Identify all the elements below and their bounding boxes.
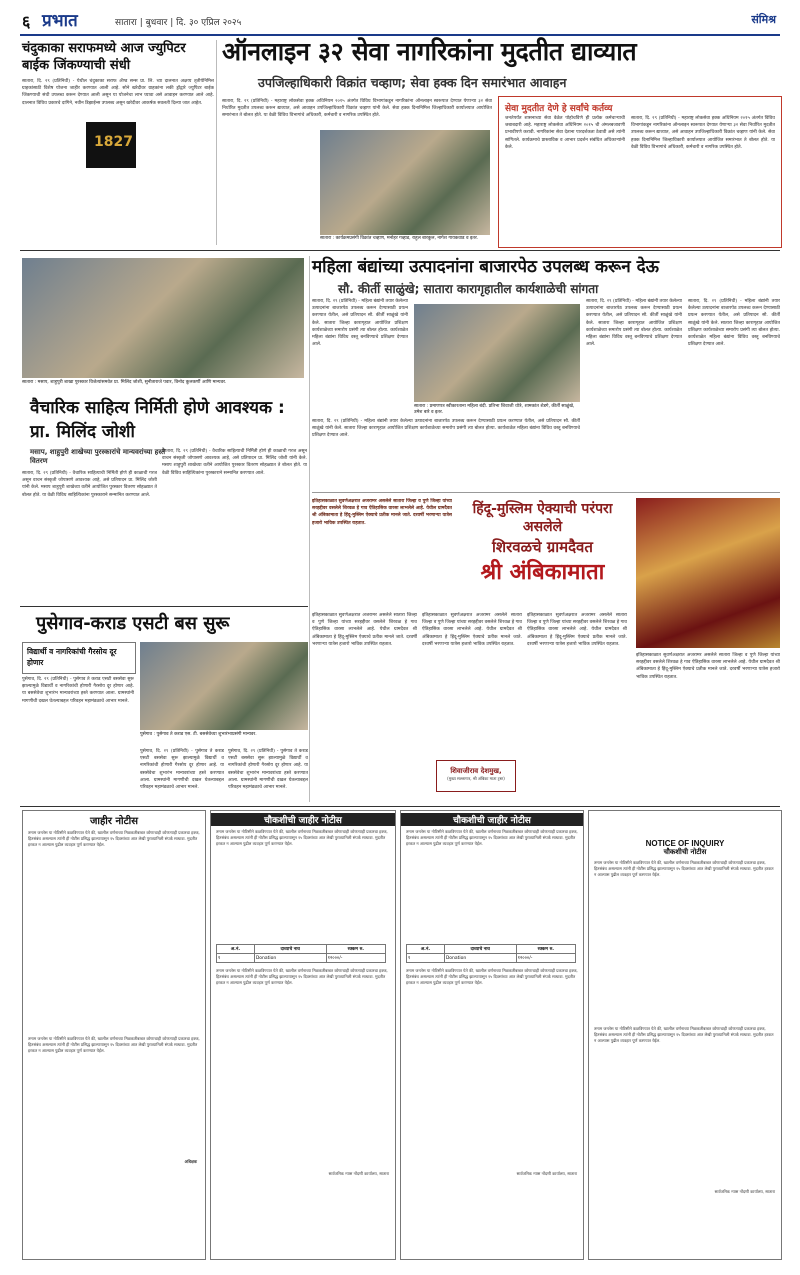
mahila-photo-caption: सातारा : प्रमाणपत्र स्वीकारताना महिला बंदी. प्रतिभा शिवाजी धोत्रे, शामकांत शेडगे, कीर्ती साळुंखे, उमेश बारे व इतर. (414, 404, 575, 415)
notice-4-text-2: तमाम जनतेस या नोटिसीने कळविण्यात येते की, खालील वर्णनाच्या मिळकतीबाबत कोणाचाही कोणत्याही प्रकारचा हक्क, हितसंबंध असल्यास त्यांनी ही नोटीस प्रसिद्ध झाल्यापासून १५ दिवसांच्या आत लेखी पुराव्यानिशी संपर्क साधावा. मुदतीत हरकत न आल्यास पुढील व्यवहार पूर्ण करण्यात येईल. (594, 1026, 774, 1043)
column-divider (216, 40, 217, 245)
seva-event-photo (320, 130, 490, 235)
mahila-event-photo (414, 304, 580, 402)
notice-of-inquiry-4 (588, 810, 782, 1260)
page-number: ६ (22, 12, 31, 31)
notice-3-text-2: तमाम जनतेस या नोटिसीने कळविण्यात येते की, खालील वर्णनाच्या मिळकतीबाबत कोणाचाही कोणत्याही प्रकारचा हक्क, हितसंबंध असल्यास त्यांनी ही नोटीस प्रसिद्ध झाल्यापासून १५ दिवसांच्या आत लेखी पुराव्यानिशी संपर्क साधावा. मुदतीत हरकत न आल्यास पुढील व्यवहार पूर्ण करण्यात येईल. (406, 968, 578, 985)
edition-city: सातारा (115, 18, 137, 28)
table-row (217, 954, 386, 963)
notice-3-title: चौकशीची जाहीर नोटीस (401, 813, 583, 826)
pusegaon-bus-photo (140, 642, 308, 730)
mahila-subheadline: सौ. कीर्ती साळुंखे; सातारा कारागृहातील कार्यशाळेची सांगता (338, 282, 599, 296)
notice-2-text: तमाम जनतेस या नोटिसीने कळविण्यात येते की, खालील वर्णनाच्या मिळकतीबाबत कोणाचाही कोणत्याही प्रकारचा हक्क, हितसंबंध असल्यास त्यांनी ही नोटीस प्रसिद्ध झाल्यापासून १५ दिवसांच्या आत लेखी पुराव्यानिशी संपर्क साधावा. मुदतीत हरकत न आल्यास पुढील व्यवहार पूर्ण करण्यात येईल. (216, 829, 388, 846)
notice-4-text: तमाम जनतेस या नोटिसीने कळविण्यात येते की, खालील वर्णनाच्या मिळकतीबाबत कोणाचाही कोणत्याही प्रकारचा हक्क, हितसंबंध असल्यास त्यांनी ही नोटीस प्रसिद्ध झाल्यापासून १५ दिवसांच्या आत लेखी पुराव्यानिशी संपर्क साधावा. मुदतीत हरकत न आल्यास पुढील व्यवहार पूर्ण करण्यात येईल. (594, 860, 774, 877)
notice-2-table (216, 944, 386, 963)
table-row (407, 954, 576, 963)
shirval-heading: शिरवळचे ग्रामदैवत (492, 538, 593, 556)
seva-box (498, 96, 782, 248)
ambika-intro: इतिहासकाळात सुवर्णअक्षरात अजरामर असलेले सातारा जिल्हा व पुणे जिल्हा यांच्या सरहद्दीवर वसलेले शिरवळ हे गाव ऐतिहासिक वारसा लाभलेले आहे. येथील ग्रामदैवत श्री अंबिकामाता हे हिंदू-मुस्लिम ऐक्याचे प्रतीक मानले जाते. दरवर्षी भरणाऱ्या यात्रेस हजारो भाविक उपस्थित राहतात. (312, 499, 452, 526)
mahila-article-4: सातारा, दि. २९ (प्रतिनिधी) - महिला बंद्यांनी तयार केलेल्या उत्पादनांना बाजारपेठ उपलब्ध करून देण्यासाठी प्रयत्न करण्यात येतील, असे प्रतिपादन सौ. कीर्ती साळुंखे यांनी केले. सातारा जिल्हा कारागृहात आयोजित प्रशिक्षण कार्यशाळेच्या समारोप प्रसंगी त्या बोलत होत्या. कार्यशाळेत महिला बंद्यांना विविध वस्तू बनविण्याचे प्रशिक्षण देण्यात आले. (312, 419, 580, 439)
inquiry-notice-3 (400, 810, 584, 1260)
main-subheadline: उपजिल्हाधिकारी विक्रांत चव्हाण; सेवा हक्क दिन समारंभात आवाहन (258, 75, 567, 90)
notice-2-office: सार्वजनिक न्यास नोंदणी कार्यालय, सातारा (328, 1171, 389, 1176)
section-name: संमिश्र (751, 13, 776, 26)
pusegaon-article-1: पुसेगाव, दि. २९ (प्रतिनिधी) - पुसेगाव ते कराड एसटी बससेवा सुरू झाल्यामुळे विद्यार्थी व नागरिकांची होणारी गैरसोय दूर होणार आहे. या बससेवेचा शुभारंभ मान्यवरांच्या हस्ते करण्यात आला. ग्रामस्थांनी मागणीची दखल घेतल्याबद्दल परिवहन महामंडळाचे आभार मानले. (22, 677, 134, 704)
table-row (407, 945, 576, 954)
masap-photo-caption: सातारा : मसाप, शाहुपुरी शाखा पुरस्कार विजेत्यांसमवेत प्रा. मिलिंद जोशी, सुनीताराजे पवार, विनोद कुलकर्णी आणि मान्यवर. (22, 380, 227, 385)
notice-2-text-2: तमाम जनतेस या नोटिसीने कळविण्यात येते की, खालील वर्णनाच्या मिळकतीबाबत कोणाचाही कोणत्याही प्रकारचा हक्क, हितसंबंध असल्यास त्यांनी ही नोटीस प्रसिद्ध झाल्यापासून १५ दिवसांच्या आत लेखी पुराव्यानिशी संपर्क साधावा. मुदतीत हरकत न आल्यास पुढील व्यवहार पूर्ण करण्यात येईल. (216, 968, 388, 985)
notice-4-office: सार्वजनिक न्यास नोंदणी कार्यालय, सातारा (714, 1189, 775, 1194)
notice-3-table (406, 944, 576, 963)
table-cell: १२०००/- (516, 954, 575, 963)
notice-3-office: सार्वजनिक न्यास नोंदणी कार्यालय, सातारा (516, 1171, 577, 1176)
author-box (436, 760, 516, 792)
notice-4-subtitle: चौकशीची नोटीस (663, 848, 707, 856)
author-designation: (मुख्य सल्लागार, श्री अंबिका माता ट्रस्ट) (447, 776, 505, 781)
pusegaon-subheadline: विद्यार्थी व नागरिकांची गैरसोय दूर होणार (27, 647, 117, 667)
author-name: शिवाजीराव देशमुख, (450, 767, 502, 775)
pusegaon-photo-caption: पुसेगाव : पुसेगाव ते कराड एस. टी. बससेवेच्या शुभारंभाप्रसंगी मान्यवर. (140, 732, 257, 737)
vaicharik-article-1: सातारा, दि. २९ (प्रतिनिधी) - वैचारिक साहित्याची निर्मिती होणे ही काळाची गरज असून वाचन संस्कृती जोपासणे आवश्यक आहे, असे प्रतिपादन प्रा. मिलिंद जोशी यांनी केले. मसाप शाहुपुरी शाखेच्या वतीने आयोजित पुरस्कार वितरण सोहळ्यात ते बोलत होते. या वेळी विविध साहित्यिकांना पुरस्काराने सन्मानित करण्यात आले. (22, 471, 157, 498)
pusegaon-headline: पुसेगाव-कराड एसटी बस सुरू (36, 613, 230, 634)
vaicharik-subheadline: मसाप, शाहुपुरी शाखेच्या पुरस्कारांचे मान्यवरांच्या हस्ते वितरण (30, 448, 166, 465)
masthead (20, 8, 780, 36)
table-cell: १२०००/- (326, 954, 385, 963)
table-header: रक्कम रु. (516, 945, 575, 954)
seva-photo-caption: सातारा : कार्यक्रमप्रसंगी विक्रांत चव्हाण, मनोहर गव्हाड, राहुल बारकुल, नागेश गायकवाड व इतर. (320, 236, 479, 241)
table-cell: Donation (444, 954, 516, 963)
ambika-article-2: इतिहासकाळात सुवर्णअक्षरात अजरामर असलेले सातारा जिल्हा व पुणे जिल्हा यांच्या सरहद्दीवर वसलेले शिरवळ हे गाव ऐतिहासिक वारसा लाभलेले आहे. येथील ग्रामदैवत श्री अंबिकामाता हे हिंदू-मुस्लिम ऐक्याचे प्रतीक मानले जाते. दरवर्षी भरणाऱ्या यात्रेस हजारो भाविक उपस्थित राहतात. (422, 613, 522, 647)
divider (20, 250, 780, 251)
pusegaon-article-2: पुसेगाव, दि. २९ (प्रतिनिधी) - पुसेगाव ते कराड एसटी बससेवा सुरू झाल्यामुळे विद्यार्थी व नागरिकांची होणारी गैरसोय दूर होणार आहे. या बससेवेचा शुभारंभ मान्यवरांच्या हस्ते करण्यात आला. ग्रामस्थांनी मागणीची दखल घेतल्याबद्दल परिवहन महामंडळाचे आभार मानले. (140, 749, 224, 791)
pusegaon-subhead-box (22, 642, 136, 674)
mahila-article-2: सातारा, दि. २९ (प्रतिनिधी) - महिला बंद्यांनी तयार केलेल्या उत्पादनांना बाजारपेठ उपलब्ध करून देण्यासाठी प्रयत्न करण्यात येतील, असे प्रतिपादन सौ. कीर्ती साळुंखे यांनी केले. सातारा जिल्हा कारागृहात आयोजित प्रशिक्षण कार्यशाळेच्या समारोप प्रसंगी त्या बोलत होत्या. कार्यशाळेत महिला बंद्यांना विविध वस्तू बनविण्याचे प्रशिक्षण देण्यात आले. (586, 299, 682, 348)
pusegaon-article-3: पुसेगाव, दि. २९ (प्रतिनिधी) - पुसेगाव ते कराड एसटी बससेवा सुरू झाल्यामुळे विद्यार्थी व नागरिकांची होणारी गैरसोय दूर होणार आहे. या बससेवेचा शुभारंभ मान्यवरांच्या हस्ते करण्यात आला. ग्रामस्थांनी मागणीची दखल घेतल्याबद्दल परिवहन महामंडळाचे आभार मानले. (228, 749, 308, 791)
table-header: अ.नं. (407, 945, 445, 954)
masap-award-photo (22, 258, 304, 378)
ambika-article-4: इतिहासकाळात सुवर्णअक्षरात अजरामर असलेले सातारा जिल्हा व पुणे जिल्हा यांच्या सरहद्दीवर वसलेले शिरवळ हे गाव ऐतिहासिक वारसा लाभलेले आहे. येथील ग्रामदैवत श्री अंबिकामाता हे हिंदू-मुस्लिम ऐक्याचे प्रतीक मानले जाते. दरवर्षी भरणाऱ्या यात्रेस हजारो भाविक उपस्थित राहतात. (636, 653, 780, 680)
divider (20, 606, 308, 607)
notice-3-text: तमाम जनतेस या नोटिसीने कळविण्यात येते की, खालील वर्णनाच्या मिळकतीबाबत कोणाचाही कोणत्याही प्रकारचा हक्क, हितसंबंध असल्यास त्यांनी ही नोटीस प्रसिद्ध झाल्यापासून १५ दिवसांच्या आत लेखी पुराव्यानिशी संपर्क साधावा. मुदतीत हरकत न आल्यास पुढील व्यवहार पूर्ण करण्यात येईल. (406, 829, 578, 846)
mahila-headline: महिला बंद्यांच्या उत्पादनांना बाजारपेठ उपलब्ध करून देऊ (312, 257, 659, 277)
table-row (217, 945, 386, 954)
divider (20, 806, 780, 807)
table-cell: १ (407, 954, 445, 963)
public-notice-1 (22, 810, 206, 1260)
notice-1-sign: अधिक्षक (184, 1159, 197, 1164)
seva-article: सातारा, दि. २९ (प्रतिनिधी) - महाराष्ट्र लोकसेवा हक्क अधिनियम २०१५ अंतर्गत विविध विभागांकडून नागरिकांना ऑनलाइन स्वरूपात देण्यात येणाऱ्या ३२ सेवा निर्धारित मुदतीत उपलब्ध करून द्याव्यात, असे आवाहन उपजिल्हाधिकारी विक्रांत चव्हाण यांनी केले. सेवा हक्क दिनानिमित्त जिल्हाधिकारी कार्यालयात आयोजित समारंभात ते बोलत होते. या वेळी विविध विभागांचे अधिकारी, कर्मचारी व नागरिक उपस्थित होते. (222, 99, 492, 119)
logo: प्रभात (42, 11, 78, 31)
hindu-muslim-heading: हिंदू-मुस्लिम ऐक्याची परंपरा असलेले (472, 501, 613, 535)
chandukaka-article: सातारा, दि. २९ (प्रतिनिधी) - येथील चंदुकाका सराफ ॲण्ड सन्स प्रा. लि. च्या दालनात अक्षय्य तृतीयेनिमित्त ग्राहकांसाठी विशेष योजना जाहीर करण्यात आली आहे. सोने खरेदीवर ग्राहकांना लकी ड्रॉद्वारे ज्युपिटर बाईक जिंकण्याची संधी उपलब्ध करून देण्यात आली असून या योजनेचा लाभ घ्यावा असे आवाहन करण्यात आले आहे. दालनात विविध प्रकारचे दागिने, नवीन डिझाईन्स उपलब्ध असून खरेदीवर आकर्षक सवलती दिल्या जात आहेत. (22, 79, 214, 106)
inquiry-notice-2 (210, 810, 396, 1260)
notice-1-text-2: तमाम जनतेस या नोटिसीने कळविण्यात येते की, खालील वर्णनाच्या मिळकतीबाबत कोणाचाही कोणत्याही प्रकारचा हक्क, हितसंबंध असल्यास त्यांनी ही नोटीस प्रसिद्ध झाल्यापासून १५ दिवसांच्या आत लेखी पुराव्यानिशी संपर्क साधावा. मुदतीत हरकत न आल्यास पुढील व्यवहार पूर्ण करण्यात येईल. (28, 1036, 200, 1053)
table-cell: Donation (254, 954, 326, 963)
vaicharik-headline: वैचारिक साहित्य निर्मिती होणे आवश्यक : प्रा. मिलिंद जोशी (30, 398, 285, 442)
table-header: रक्कम रु. (326, 945, 385, 954)
table-header: अ.नं. (217, 945, 255, 954)
table-header: दाव्याचे नाव (254, 945, 326, 954)
divider (312, 492, 780, 493)
chandukaka-logo-image (86, 122, 136, 168)
ambika-article-3: इतिहासकाळात सुवर्णअक्षरात अजरामर असलेले सातारा जिल्हा व पुणे जिल्हा यांच्या सरहद्दीवर वसलेले शिरवळ हे गाव ऐतिहासिक वारसा लाभलेले आहे. येथील ग्रामदैवत श्री अंबिकामाता हे हिंदू-मुस्लिम ऐक्याचे प्रतीक मानले जाते. दरवर्षी भरणाऱ्या यात्रेस हजारो भाविक उपस्थित राहतात. (527, 613, 627, 647)
vaicharik-article-2: सातारा, दि. २९ (प्रतिनिधी) - वैचारिक साहित्याची निर्मिती होणे ही काळाची गरज असून वाचन संस्कृती जोपासणे आवश्यक आहे, असे प्रतिपादन प्रा. मिलिंद जोशी यांनी केले. मसाप शाहुपुरी शाखेच्या वतीने आयोजित पुरस्कार वितरण सोहळ्यात ते बोलत होते. या वेळी विविध साहित्यिकांना पुरस्काराने सन्मानित करण्यात आले. (162, 449, 307, 476)
column-divider (309, 256, 310, 802)
notice-1-text: तमाम जनतेस या नोटिसीने कळविण्यात येते की, खालील वर्णनाच्या मिळकतीबाबत कोणाचाही कोणत्याही प्रकारचा हक्क, हितसंबंध असल्यास त्यांनी ही नोटीस प्रसिद्ध झाल्यापासून १५ दिवसांच्या आत लेखी पुराव्यानिशी संपर्क साधावा. मुदतीत हरकत न आल्यास पुढील व्यवहार पूर्ण करण्यात येईल. (28, 830, 200, 847)
ambikamata-idol-photo (636, 498, 780, 648)
edition-date: दि. ३० एप्रिल २०२५ (176, 18, 242, 28)
mahila-article-1: सातारा, दि. २९ (प्रतिनिधी) - महिला बंद्यांनी तयार केलेल्या उत्पादनांना बाजारपेठ उपलब्ध करून देण्यासाठी प्रयत्न करण्यात येतील, असे प्रतिपादन सौ. कीर्ती साळुंखे यांनी केले. सातारा जिल्हा कारागृहात आयोजित प्रशिक्षण कार्यशाळेच्या समारोप प्रसंगी त्या बोलत होत्या. कार्यशाळेत महिला बंद्यांना विविध वस्तू बनविण्याचे प्रशिक्षण देण्यात आले. (312, 299, 408, 348)
seva-box-title: सेवा मुदतीत देणे हे सर्वांचे कर्तव्य (505, 104, 613, 114)
jewellers-logo-mark: 1827 (94, 134, 133, 150)
mahila-article-3: सातारा, दि. २९ (प्रतिनिधी) - महिला बंद्यांनी तयार केलेल्या उत्पादनांना बाजारपेठ उपलब्ध करून देण्यासाठी प्रयत्न करण्यात येतील, असे प्रतिपादन सौ. कीर्ती साळुंखे यांनी केले. सातारा जिल्हा कारागृहात आयोजित प्रशिक्षण कार्यशाळेच्या समारोप प्रसंगी त्या बोलत होत्या. कार्यशाळेत महिला बंद्यांना विविध वस्तू बनविण्याचे प्रशिक्षण देण्यात आले. (688, 299, 780, 348)
main-headline: ऑनलाइन ३२ सेवा नागरिकांना मुदतीत द्याव्यात (222, 37, 637, 66)
notice-2-title: चौकशीची जाहीर नोटीस (211, 813, 395, 826)
edition-day: बुधवार (145, 18, 168, 28)
table-header: दाव्याचे नाव (444, 945, 516, 954)
ambika-heading: श्री अंबिकामाता (480, 560, 605, 585)
notice-1-title: जाहीर नोटीस (89, 816, 138, 827)
table-cell: १ (217, 954, 255, 963)
chandukaka-headline: चंदुकाका सराफमध्ये आज ज्युपिटर बाईक जिंकण्याची संधी (22, 41, 186, 73)
seva-box-text: जनतेपर्यंत शासनाच्या सेवा वेळेत पोहोचविणे ही प्रत्येक कर्मचाऱ्याची जबाबदारी आहे. महाराष्ट्र लोकसेवा अधिनियम २०१५ ची अंमलबजावणी प्रभावीपणे करावी. नागरिकांना सेवा देताना पारदर्शकता ठेवावी असे त्यांनी सांगितले. कार्यक्रमाचे प्रास्ताविक व आभार प्रदर्शन संबंधित अधिकाऱ्यांनी केले. (505, 116, 625, 150)
ambika-article-1: इतिहासकाळात सुवर्णअक्षरात अजरामर असलेले सातारा जिल्हा व पुणे जिल्हा यांच्या सरहद्दीवर वसलेले शिरवळ हे गाव ऐतिहासिक वारसा लाभलेले आहे. येथील ग्रामदैवत श्री अंबिकामाता हे हिंदू-मुस्लिम ऐक्याचे प्रतीक मानले जाते. दरवर्षी भरणाऱ्या यात्रेस हजारो भाविक उपस्थित राहतात. (312, 613, 417, 647)
notice-4-title: NOTICE OF INQUIRY (645, 839, 725, 848)
edition: सातारा | बुधवार | दि. ३० एप्रिल २०२५ (115, 18, 242, 28)
ambika-title-block (455, 500, 630, 610)
seva-box-text-2: सातारा, दि. २९ (प्रतिनिधी) - महाराष्ट्र लोकसेवा हक्क अधिनियम २०१५ अंतर्गत विविध विभागांकडून नागरिकांना ऑनलाइन स्वरूपात देण्यात येणाऱ्या ३२ सेवा निर्धारित मुदतीत उपलब्ध करून द्याव्यात, असे आवाहन उपजिल्हाधिकारी विक्रांत चव्हाण यांनी केले. सेवा हक्क दिनानिमित्त जिल्हाधिकारी कार्यालयात आयोजित समारंभात ते बोलत होते. या वेळी विविध विभागांचे अधिकारी, कर्मचारी व नागरिक उपस्थित होते. (631, 116, 775, 150)
